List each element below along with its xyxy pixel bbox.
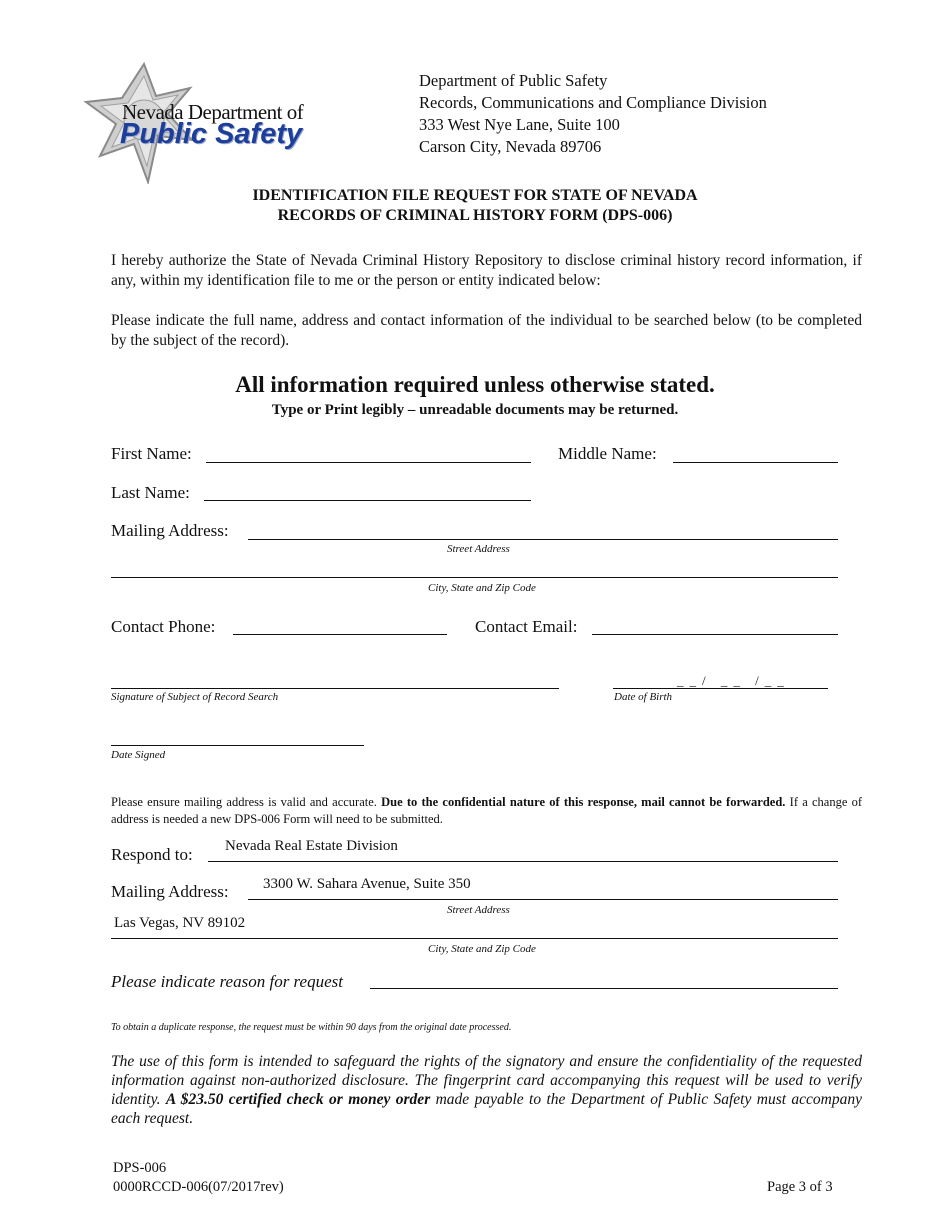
date-signed-field[interactable]	[111, 745, 364, 746]
respond-city-field[interactable]	[111, 938, 838, 939]
logo-line2: Public Safety	[120, 118, 303, 150]
middle-name-label: Middle Name:	[558, 444, 657, 463]
legibility-notice: Type or Print legibly – unreadable documents may be returned.	[271, 402, 679, 418]
instructions-paragraph: Please indicate the full name, address and contact information of the individual to be searched below (to be completed by the subject of the record).	[111, 312, 862, 349]
contact-email-label: Contact Email:	[475, 617, 578, 636]
first-name-field[interactable]	[206, 462, 531, 463]
respond-to-value: Nevada Real Estate Division	[225, 838, 398, 854]
last-name-label: Last Name:	[111, 483, 190, 502]
respond-street-value: 3300 W. Sahara Avenue, Suite 350	[263, 876, 471, 892]
middle-name-field[interactable]	[673, 462, 838, 463]
dps-logo	[82, 62, 374, 184]
agency-line4: Carson City, Nevada 89706	[419, 137, 602, 156]
contact-phone-field[interactable]	[233, 634, 447, 635]
contact-phone-label: Contact Phone:	[111, 617, 216, 636]
logo-line1: Nevada Department of	[122, 100, 304, 124]
street-address-field[interactable]	[248, 539, 838, 540]
respond-street-field[interactable]	[248, 899, 838, 900]
agency-line3: 333 West Nye Lane, Suite 100	[419, 115, 620, 134]
respond-mailing-address-label: Mailing Address:	[111, 882, 229, 901]
respond-to-field[interactable]	[208, 861, 838, 862]
closing-text: The use of this form is intended to safeguard the rights of the signatory and ensure the confidentiality of the requested information against non-authorized disclosure. The fingerprint card accompanying this request will be used to verify identity.	[111, 1053, 862, 1108]
signature-caption: Signature of Subject of Record Search	[111, 691, 279, 703]
date-of-birth-caption: Date of Birth	[614, 691, 673, 703]
footer-left	[113, 1159, 284, 1197]
closing-paragraph	[111, 1052, 862, 1128]
mailing-notice-bold: Due to the confidential nature of this response, mail cannot be forwarded.	[381, 795, 786, 809]
respond-city-caption: City, State and Zip Code	[428, 943, 536, 955]
agency-line1: Department of Public Safety	[419, 71, 608, 90]
agency-address	[419, 70, 767, 158]
mailing-address-label: Mailing Address:	[111, 521, 229, 540]
mailing-notice-text: Please ensure mailing address is valid and accurate.	[111, 795, 382, 809]
city-state-zip-field[interactable]	[111, 577, 838, 578]
form-title	[0, 186, 950, 226]
contact-email-field[interactable]	[592, 634, 838, 635]
form-title-line2: RECORDS OF CRIMINAL HISTORY FORM (DPS-006)	[277, 207, 673, 224]
street-address-caption: Street Address	[447, 543, 510, 555]
respond-street-caption: Street Address	[447, 904, 510, 916]
form-title-line1: IDENTIFICATION FILE REQUEST FOR STATE OF NEVADA	[252, 187, 698, 204]
reason-field[interactable]	[370, 988, 838, 989]
city-state-zip-caption: City, State and Zip Code	[428, 582, 536, 594]
respond-city-value: Las Vegas, NV 89102	[114, 915, 246, 931]
last-name-field[interactable]	[204, 500, 531, 501]
first-name-label: First Name:	[111, 444, 192, 463]
agency-line2: Records, Communications and Compliance Division	[419, 93, 767, 112]
date-of-birth-slots: __/ __ /__	[677, 673, 790, 688]
required-notice: All information required unless otherwise stated.	[235, 372, 715, 397]
mailing-notice-text-2: If a change of address is needed a new DPS-006 Form will need to be submitted.	[111, 795, 862, 826]
duplicate-note: To obtain a duplicate response, the request must be within 90 days from the original date processed.	[111, 1022, 512, 1033]
closing-bold: A $23.50 certified check or money order	[165, 1091, 431, 1108]
closing-text-2: made payable to the Department of Public Safety must accompany each request.	[111, 1091, 862, 1127]
page-number: Page 3 of 3	[767, 1179, 833, 1195]
mailing-notice	[111, 794, 862, 828]
signature-field[interactable]	[111, 688, 559, 689]
authorization-paragraph: I hereby authorize the State of Nevada Criminal History Repository to disclose criminal history record information, if any, within my identification file to me or the person or entity indicated below:	[111, 252, 862, 289]
form-code: DPS-006	[113, 1160, 167, 1176]
form-revision: 0000RCCD-006(07/2017rev)	[113, 1179, 284, 1195]
respond-to-label: Respond to:	[111, 845, 193, 864]
date-signed-caption: Date Signed	[111, 749, 166, 761]
reason-label: Please indicate reason for request	[111, 972, 343, 991]
